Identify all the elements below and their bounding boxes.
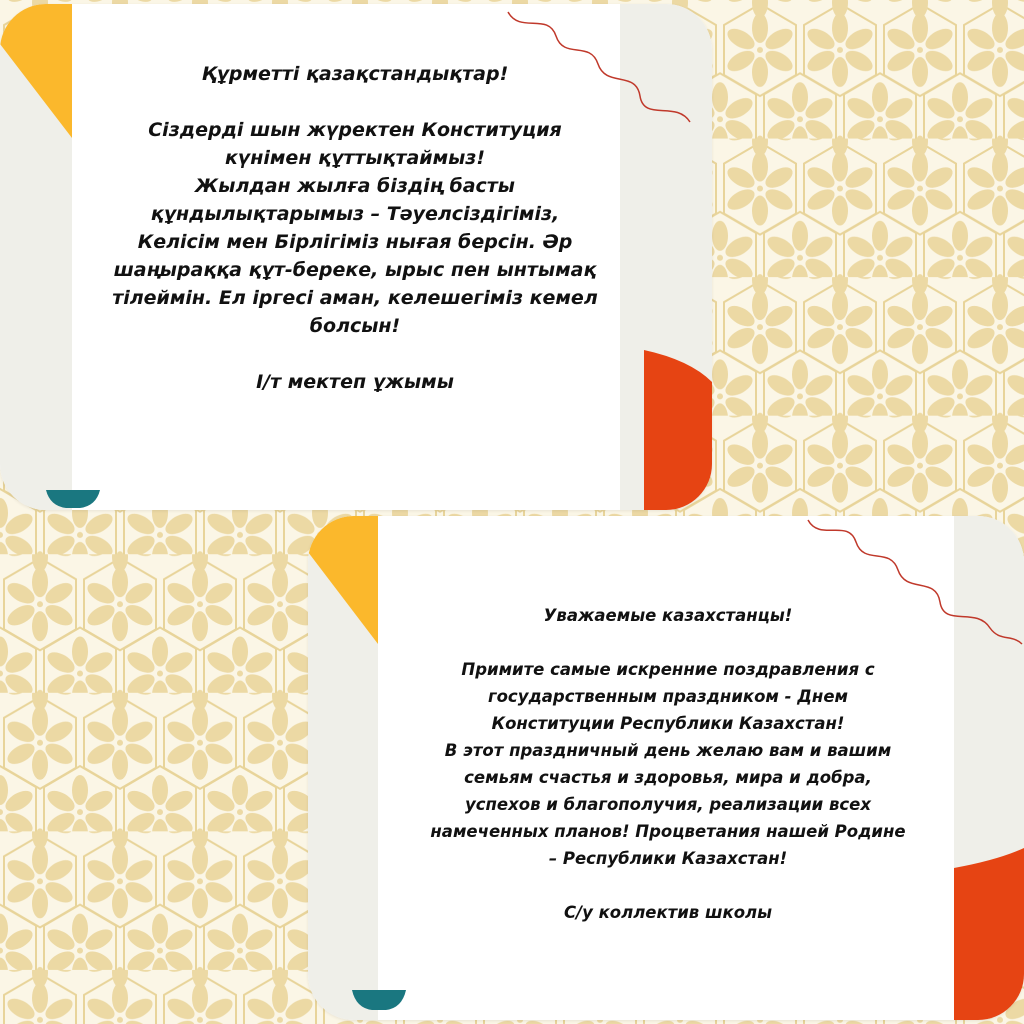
signature: С/у коллектив школы xyxy=(563,903,773,922)
body-line: намеченных планов! Процветания нашей Родине xyxy=(430,822,906,841)
signature: І/т мектеп ұжымы xyxy=(256,371,454,393)
greeting-heading: Уважаемые казахстанцы! xyxy=(543,606,793,625)
russian-greeting-card xyxy=(308,516,1024,1020)
kazakh-greeting-text xyxy=(110,60,600,396)
body-line: күнімен құттықтаймыз! xyxy=(224,147,486,169)
body-line: В этот праздничный день желаю вам и вашим xyxy=(444,741,892,760)
body-line: болсын! xyxy=(309,315,401,337)
body-line: Конституции Республики Казахстан! xyxy=(491,714,845,733)
body-line: семьям счастья и здоровья, мира и добра, xyxy=(464,768,872,787)
body-line: – Республики Казахстан! xyxy=(548,849,788,868)
body-line: Жылдан жылға біздің басты xyxy=(195,175,515,197)
body-line: Келісім мен Бірлігіміз нығая берсін. Әр xyxy=(137,231,573,253)
body-line: шаңыраққа құт-береке, ырыс пен ынтымақ xyxy=(113,259,597,281)
body-line: құндылықтарымыз – Тәуелсіздігіміз, xyxy=(150,203,560,225)
body-line: Сіздерді шын жүректен Конституция xyxy=(148,119,562,141)
kazakh-greeting-card xyxy=(0,4,712,510)
body-line: успехов и благополучия, реализации всех xyxy=(464,795,872,814)
body-line: государственным праздником - Днем xyxy=(487,687,849,706)
body-line: тілеймін. Ел іргесі аман, келешегіміз кемел xyxy=(112,287,598,309)
greeting-heading: Құрметті қазақстандықтар! xyxy=(201,63,509,85)
body-line: Примите самые искренние поздравления с xyxy=(461,660,875,679)
russian-greeting-text xyxy=(388,602,948,926)
